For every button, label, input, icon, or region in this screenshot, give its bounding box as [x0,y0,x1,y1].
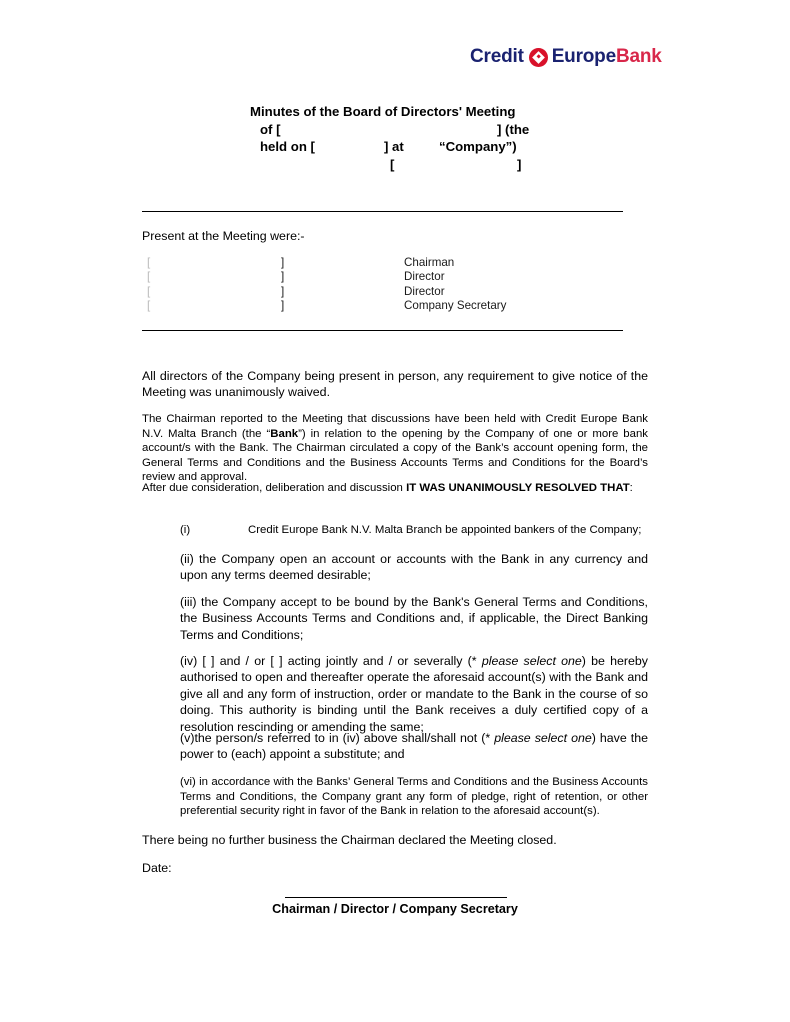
resolution-item-v [180,730,648,763]
paragraph-chairman-report [142,412,648,485]
closing-statement: There being no further business the Chairman declared the Meeting closed. [142,833,557,847]
title-close-bracket-the: ] (the [497,121,530,137]
resolution-text: Credit Europe Bank N.V. Malta Branch be appointed bankers of the Company; [248,524,642,536]
document-title-block [142,103,648,173]
resolution-number: (v) [180,731,195,745]
bank-defined-term: Bank [270,427,299,440]
title-main: Minutes of the Board of Directors' Meeting [250,104,516,119]
attendee-role: Chairman [404,256,455,269]
logo-text-bank: Bank [615,46,662,67]
divider-top [142,211,623,212]
logo-text-credit: Credit [470,46,524,67]
credit-europe-bank-logo [470,46,662,68]
resolved-suffix: : [629,482,633,494]
signature-line [285,897,507,898]
resolution-text: the Company accept to be bound by the Bank's General Terms and Conditions, the Business Accounts Terms and Conditions and, if applicable, the Direct Banking Terms and Conditions; [180,595,648,642]
diamond-in-circle-icon [529,48,548,67]
resolution-number: (iv) [180,654,198,668]
attendee-close-bracket: ] [281,284,285,298]
title-line-1 [142,103,648,121]
resolution-number: (iii) [180,595,197,609]
resolution-number: (ii) [180,552,194,566]
resolution-item-vi [180,775,648,819]
attendee-close-bracket: ] [281,270,285,284]
resolution-text-before: the person/s referred to in (iv) above shall/shall not (* [194,731,495,745]
table-row [142,270,562,284]
chairman-text-part-1: The Chairman reported to the Meeting that discussions have been held with Credit Europe Bank N.V. Malta Branch (the “ [142,413,648,440]
chairman-text-part-2: ”) in relation to the opening by the Company of one or more bank account/s with the Bank. The Chairman circulated a copy of the Bank’s account opening form, the General Terms and Conditions and the Business Accounts Terms and Conditions for the Board’s review and approval. [142,427,648,484]
resolution-text: the Company open an account or accounts with the Bank in any currency and upon any terms deemed desirable; [180,552,648,583]
title-of-open-bracket: of [ [260,121,281,137]
table-row [142,285,562,299]
attendee-role: Director [404,270,445,284]
resolution-item-iii [180,594,648,643]
paragraph-resolved-heading [142,481,648,496]
attendee-role: Company Secretary [404,298,507,312]
attendee-role: Director [404,284,445,298]
title-close-bracket-at: ] at [384,139,404,154]
resolution-text-before: [ ] and / or [ ] acting jointly and / or severally (* [197,654,482,668]
please-select-one-note: please select one [481,654,582,668]
title-held-on-open-bracket: held on [ [260,139,315,154]
present-at-meeting-label: Present at the Meeting were:- [142,229,305,243]
title-venue-close-bracket: ] [517,156,522,172]
title-company-quoted: “Company”) [439,139,517,154]
resolution-number: (vi) [180,776,196,788]
resolved-prefix: After due consideration, deliberation and discussion [142,482,407,494]
attendee-close-bracket: ] [281,298,285,312]
please-select-one-note: please select one [494,731,592,745]
attendee-open-bracket: [ [147,284,151,298]
resolution-item-i [180,523,648,538]
title-venue-open-bracket: [ [390,156,395,172]
date-label: Date: [142,861,172,875]
resolution-text-after: ) have the power to (each) appoint a substitute; and [180,731,648,762]
resolution-number: (i) [180,524,191,536]
title-line-4 [142,156,648,174]
attendee-open-bracket: [ [147,256,151,269]
attendee-close-bracket: ] [281,256,285,269]
resolution-text: in accordance with the Banks’ General Terms and Conditions and the Business Accounts Terms and Conditions, the Company grant any form of pledge, right of retention, or other preferential security right in favor of the Bank in relation to the aforesaid account(s). [180,776,648,818]
table-row [142,256,562,270]
resolution-item-iv [180,653,648,735]
title-line-3 [142,138,648,156]
divider-bottom [142,330,623,331]
title-line-2 [142,121,648,139]
table-row [142,299,562,313]
attendee-open-bracket: [ [147,298,151,312]
signature-label: Chairman / Director / Company Secretary [272,902,518,916]
resolution-text-after: ) be hereby authorised to open and thereafter operate the aforesaid account(s) with the Bank and give all and any form of instruction, order or mandate to the Bank in the course of so doing. This authority is binding until the Bank receives a duly certified copy of a resolution rescinding or amending the same; [180,654,648,734]
attendee-open-bracket: [ [147,270,151,284]
resolved-bold-text: IT WAS UNANIMOUSLY RESOLVED THAT [406,482,630,494]
paragraph-intro: All directors of the Company being present in person, any requirement to give notice of the Meeting was unanimously waived. [142,369,648,400]
logo-text-europe: Europe [551,46,616,67]
resolution-item-ii [180,551,648,584]
attendees-table [142,256,562,313]
